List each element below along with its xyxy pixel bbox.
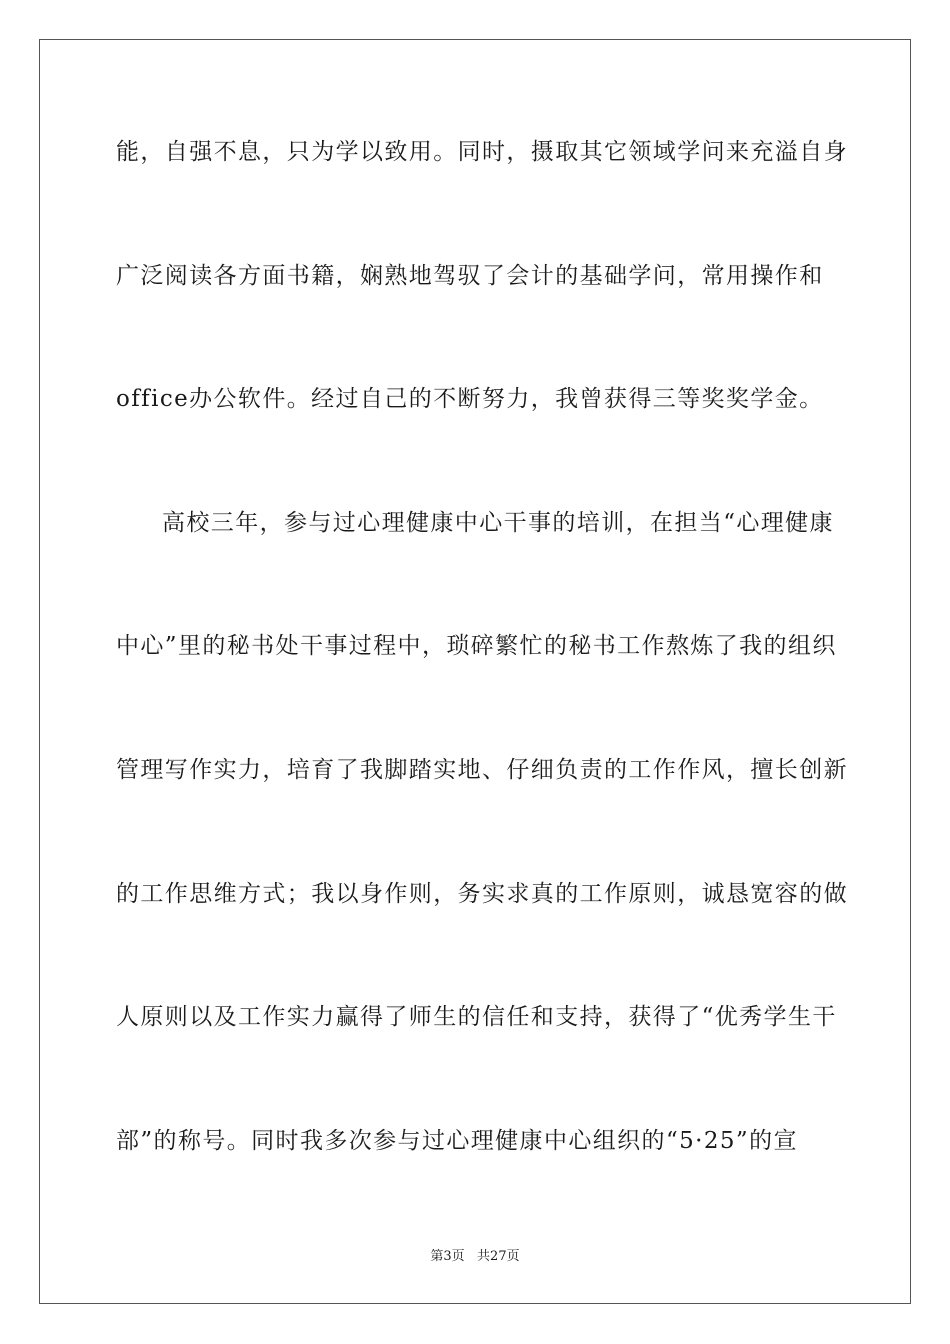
text-line-9: 部”的称号。同时我多次参与过心理健康中心组织的“5·25”的宣 — [116, 1128, 798, 1154]
text-line-6: 管理写作实力，培育了我脚踏实地、仔细负责的工作作风，擅长创新 — [116, 757, 848, 783]
text-line-2: 广泛阅读各方面书籍，娴熟地驾驭了会计的基础学问，常用操作和 — [116, 263, 824, 289]
text-line-5: 中心”里的秘书处干事过程中，琐碎繁忙的秘书工作熬炼了我的组织 — [116, 633, 837, 659]
page-number-footer: 第3页 共27页 — [430, 1249, 520, 1264]
page-border — [39, 39, 911, 1304]
text-line-7: 的工作思维方式；我以身作则，务实求真的工作原则，诚恳宽容的做 — [116, 881, 848, 907]
text-line-1: 能，自强不息，只为学以致用。同时，摄取其它领域学问来充溢自身 — [116, 139, 848, 165]
paragraph-start-line: 高校三年，参与过心理健康中心干事的培训，在担当“心理健康 — [162, 510, 834, 536]
text-line-3: office办公软件。经过自己的不断努力，我曾获得三等奖奖学金。 — [116, 386, 824, 412]
text-line-8: 人原则以及工作实力赢得了师生的信任和支持，获得了“优秀学生干 — [116, 1004, 837, 1030]
